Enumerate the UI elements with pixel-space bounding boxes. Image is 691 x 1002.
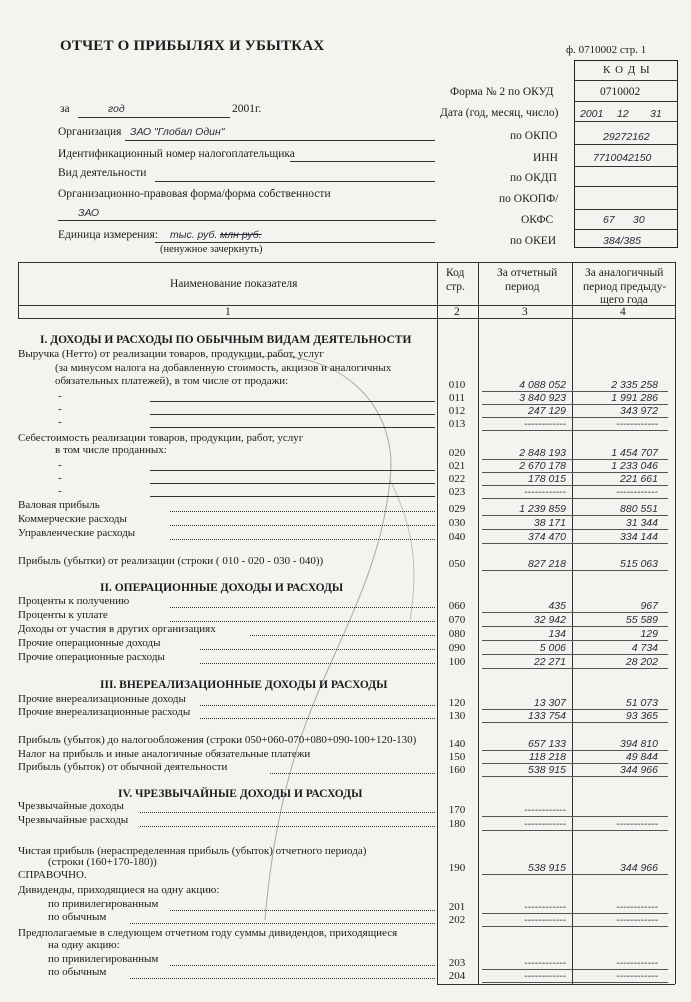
row-code-040: 040 — [448, 531, 466, 543]
row-code-120: 120 — [448, 697, 466, 709]
row-current-140: 657 133 — [528, 738, 566, 750]
row-underline — [482, 776, 668, 777]
row-code-090: 090 — [448, 642, 466, 654]
okdp-label: по ОКДП — [510, 172, 557, 184]
row-code-030: 030 — [448, 517, 466, 529]
pen-scribble — [180, 320, 440, 940]
row-previous-190: 344 966 — [620, 862, 658, 874]
row-code-160: 160 — [448, 764, 466, 776]
row-code-204: 204 — [448, 970, 466, 982]
dash: - — [58, 403, 62, 415]
row-previous-060: 967 — [640, 600, 658, 612]
leader-line — [170, 965, 435, 966]
col-header-current-b: период — [505, 281, 540, 293]
row-current-011: 3 840 923 — [519, 392, 566, 404]
underline — [125, 140, 435, 141]
date-year: 2001 — [580, 108, 604, 120]
row-code-029: 029 — [448, 503, 466, 515]
extraordinary-expenses-label: Чрезвычайные расходы — [18, 814, 129, 826]
row-previous-011: 1 991 286 — [611, 392, 658, 404]
row-underline — [482, 612, 668, 613]
ordinary-profit-label: Прибыль (убыток) от обычной деятельности — [18, 761, 228, 773]
row-current-023: ------------ — [524, 486, 566, 498]
row-current-020: 2 848 193 — [519, 447, 566, 459]
cost-label-2: в том числе проданных: — [55, 444, 167, 456]
underline — [78, 117, 230, 118]
unit-note: (ненужное зачеркнуть) — [160, 244, 263, 255]
row-code-180: 180 — [448, 818, 466, 830]
col-header-code-a: Код — [446, 267, 465, 279]
row-code-020: 020 — [448, 447, 466, 459]
dash: - — [58, 459, 62, 471]
table-top — [18, 262, 675, 263]
row-code-080: 080 — [448, 628, 466, 640]
dash: - — [58, 390, 62, 402]
cost-label-1: Себестоимость реализации товаров, продукции, работ, услуг — [18, 432, 304, 444]
row-current-190: 538 915 — [528, 862, 566, 874]
other-operating-expenses-label: Прочие операционные расходы — [18, 651, 165, 663]
row-code-150: 150 — [448, 751, 466, 763]
period-prefix: за — [60, 103, 70, 115]
interest-received-label: Проценты к получению — [18, 595, 130, 607]
table-header-divider — [18, 305, 675, 306]
row-current-013: ------------ — [524, 418, 566, 430]
gross-profit-label: Валовая прибыль — [18, 499, 100, 511]
row-current-150: 118 218 — [528, 751, 566, 763]
reference-label: СПРАВОЧНО. — [18, 869, 87, 881]
okopf-label: по ОКОПФ/ — [499, 193, 559, 205]
underline — [155, 181, 435, 182]
row-previous-023: ------------ — [616, 486, 658, 498]
period-year: 2001г. — [232, 103, 262, 115]
dash: - — [58, 416, 62, 428]
okei-label: по ОКЕИ — [510, 235, 557, 247]
row-current-022: 178 015 — [528, 473, 566, 485]
row-current-202: ------------ — [524, 914, 566, 926]
row-code-170: 170 — [448, 804, 466, 816]
row-code-021: 021 — [448, 460, 466, 472]
underline — [155, 242, 435, 243]
row-previous-203: ------------ — [616, 957, 658, 969]
table-right-edge — [675, 262, 676, 984]
codes-label: К О Д Ы — [603, 64, 651, 76]
okpo-value: 29272162 — [603, 131, 650, 143]
divider — [574, 80, 678, 81]
row-previous-160: 344 966 — [620, 764, 658, 776]
row-current-100: 22 271 — [533, 656, 566, 668]
date-month: 12 — [617, 108, 629, 120]
sales-profit-label: Прибыль (убытки) от реализации (строки ( 010 - 020 - 030 - 040)) — [18, 555, 324, 567]
divider — [574, 166, 678, 167]
row-underline — [482, 926, 668, 927]
leader-line — [130, 978, 435, 979]
row-underline — [482, 430, 668, 431]
section-3-heading: III. ВНЕРЕАЛИЗАЦИОННЫЕ ДОХОДЫ И РАСХОДЫ — [100, 679, 388, 691]
row-code-022: 022 — [448, 473, 466, 485]
income-tax-label: Налог на прибыль и иные аналогичные обязательные платежи — [18, 748, 311, 760]
row-current-050: 827 218 — [528, 558, 566, 570]
row-underline — [482, 982, 668, 983]
extraordinary-income-label: Чрезвычайные доходы — [18, 800, 124, 812]
form-okud-label: Форма № 2 по ОКУД — [450, 86, 554, 98]
row-underline — [482, 816, 668, 817]
col-number-2: 2 — [454, 306, 460, 318]
okei-value: 384/385 — [603, 235, 641, 247]
row-code-100: 100 — [448, 656, 466, 668]
planned-dividends-label-2: на одну акцию: — [48, 939, 120, 951]
section-2-heading: II. ОПЕРАЦИОННЫЕ ДОХОДЫ И РАСХОДЫ — [100, 582, 344, 594]
divider — [574, 101, 678, 102]
date-label: Дата (год, месяц, число) — [440, 107, 559, 119]
row-previous-022: 221 661 — [620, 473, 658, 485]
preferred-label-2: по привилегированным — [48, 953, 159, 965]
section-4-heading: IV. ЧРЕЗВЫЧАЙНЫЕ ДОХОДЫ И РАСХОДЫ — [118, 788, 363, 800]
row-underline — [482, 830, 668, 831]
row-underline — [482, 654, 668, 655]
row-current-160: 538 915 — [528, 764, 566, 776]
row-previous-012: 343 972 — [620, 405, 658, 417]
revenue-label-3: обязательных платежей), в том числе от продажи: — [55, 375, 289, 387]
row-code-011: 011 — [448, 392, 466, 404]
col-header-prev-c: щего года — [600, 294, 648, 306]
row-underline — [482, 543, 668, 544]
inn-full-label: Идентификационный номер налогоплательщика — [58, 148, 295, 160]
legal-form-value: ЗАО — [78, 207, 100, 219]
row-code-060: 060 — [448, 600, 466, 612]
row-previous-202: ------------ — [616, 914, 658, 926]
col-divider-current — [478, 262, 479, 984]
row-underline — [482, 529, 668, 530]
col-header-name: Наименование показателя — [170, 278, 298, 290]
divider — [574, 229, 678, 230]
row-current-201: ------------ — [524, 901, 566, 913]
row-current-029: 1 239 859 — [519, 503, 566, 515]
underline — [58, 220, 436, 221]
row-code-202: 202 — [448, 914, 466, 926]
row-code-201: 201 — [448, 901, 466, 913]
interest-paid-label: Проценты к уплате — [18, 609, 108, 621]
row-underline — [482, 498, 668, 499]
okfs-label: ОКФС — [521, 214, 554, 226]
col-number-1: 1 — [225, 306, 231, 318]
col-divider-previous — [572, 262, 573, 984]
period-value: год — [108, 103, 125, 115]
dividend-per-share-label: Дивиденды, приходящиеся на одну акцию: — [18, 884, 220, 896]
row-code-140: 140 — [448, 738, 466, 750]
row-previous-010: 2 335 258 — [611, 379, 658, 391]
row-underline — [482, 570, 668, 571]
net-profit-label-1: Чистая прибыль (нераспределенная прибыль (убыток) отчетного периода) — [18, 845, 367, 857]
row-underline — [482, 515, 668, 516]
row-previous-013: ------------ — [616, 418, 658, 430]
row-code-190: 190 — [448, 862, 466, 874]
row-previous-130: 93 365 — [625, 710, 658, 722]
row-previous-201: ------------ — [616, 901, 658, 913]
commercial-expenses-label: Коммерческие расходы — [18, 513, 127, 525]
col-header-prev-b: период предыду- — [583, 281, 667, 293]
nonoperating-income-label: Прочие внереализационные доходы — [18, 693, 186, 705]
pretax-profit-label: Прибыль (убыток) до налогообложения (строки 050+060-070+080+090-100+120-130) — [18, 734, 417, 746]
row-code-203: 203 — [448, 957, 466, 969]
divider — [574, 209, 678, 210]
page-title: ОТЧЕТ О ПРИБЫЛЯХ И УБЫТКАХ — [60, 38, 325, 54]
row-previous-029: 880 551 — [620, 503, 658, 515]
row-previous-040: 334 144 — [620, 531, 658, 543]
table-bottom — [437, 984, 675, 985]
row-code-023: 023 — [448, 486, 466, 498]
net-profit-label-2: (строки (160+170-180)) — [48, 856, 157, 868]
row-current-070: 32 942 — [533, 614, 566, 626]
dash: - — [58, 472, 62, 484]
row-current-080: 134 — [548, 628, 566, 640]
row-previous-021: 1 233 046 — [611, 460, 658, 472]
bleed-through-text — [340, 98, 343, 114]
table-left-edge — [18, 262, 19, 318]
row-code-070: 070 — [448, 614, 466, 626]
row-underline — [482, 668, 668, 669]
row-underline — [482, 640, 668, 641]
other-operating-income-label: Прочие операционные доходы — [18, 637, 161, 649]
planned-dividends-label-1: Предполагаемые в следующем отчетном году суммы дивидендов, приходящиеся — [18, 927, 398, 939]
org-label: Организация — [58, 126, 122, 138]
unit-struck: млн руб. — [220, 229, 262, 241]
okpo-label: по ОКПО — [510, 130, 558, 142]
row-current-204: ------------ — [524, 970, 566, 982]
row-current-021: 2 670 178 — [519, 460, 566, 472]
okfs-value-2: 30 — [633, 214, 645, 226]
row-underline — [482, 626, 668, 627]
row-previous-100: 28 202 — [625, 656, 658, 668]
row-current-090: 5 006 — [539, 642, 566, 654]
form-reference: ф. 0710002 стр. 1 — [566, 44, 647, 56]
row-current-060: 435 — [548, 600, 566, 612]
row-previous-070: 55 589 — [625, 614, 658, 626]
row-underline — [482, 874, 668, 875]
legal-form-label: Организационно-правовая форма/форма собственности — [58, 188, 331, 200]
revenue-label-1: Выручка (Нетто) от реализации товаров, продукции, работ, услуг — [18, 348, 324, 360]
row-current-012: 247 129 — [528, 405, 566, 417]
row-previous-020: 1 454 707 — [611, 447, 658, 459]
col-number-4: 4 — [620, 306, 626, 318]
section-1-heading: I. ДОХОДЫ И РАСХОДЫ ПО ОБЫЧНЫМ ВИДАМ ДЕЯТЕЛЬНОСТИ — [40, 334, 412, 346]
row-current-130: 133 754 — [528, 710, 566, 722]
form-okud-value: 0710002 — [600, 86, 641, 98]
row-underline — [482, 722, 668, 723]
row-current-170: ------------ — [524, 804, 566, 816]
divider — [574, 121, 678, 122]
preferred-label: по привилегированным — [48, 898, 159, 910]
row-previous-120: 51 073 — [625, 697, 658, 709]
divider — [574, 186, 678, 187]
table-number-divider — [18, 318, 675, 319]
col-header-current-a: За отчетный — [497, 267, 558, 279]
col-header-prev-a: За аналогичный — [585, 267, 664, 279]
nonoperating-expenses-label: Прочие внереализационные расходы — [18, 706, 191, 718]
row-code-010: 010 — [448, 379, 466, 391]
org-value: ЗАО "Глобал Один" — [130, 126, 225, 138]
row-previous-140: 394 810 — [620, 738, 658, 750]
row-code-130: 130 — [448, 710, 466, 722]
revenue-label-2: (за минусом налога на добавленную стоимость, акцизов и аналогичных — [55, 362, 392, 374]
row-previous-050: 515 063 — [620, 558, 658, 570]
participation-income-label: Доходы от участия в других организациях — [18, 623, 216, 635]
activity-label: Вид деятельности — [58, 167, 147, 179]
row-current-030: 38 171 — [533, 517, 566, 529]
divider — [574, 144, 678, 145]
row-current-040: 374 470 — [528, 531, 566, 543]
row-code-012: 012 — [448, 405, 466, 417]
admin-expenses-label: Управленческие расходы — [18, 527, 136, 539]
row-previous-090: 4 734 — [631, 642, 658, 654]
okfs-value-1: 67 — [603, 214, 615, 226]
row-previous-150: 49 844 — [625, 751, 658, 763]
col-header-code-b: стр. — [446, 281, 465, 293]
row-current-010: 4 088 052 — [519, 379, 566, 391]
inn-label: ИНН — [533, 152, 558, 164]
row-current-203: ------------ — [524, 957, 566, 969]
unit-label: Единица измерения: — [58, 229, 159, 241]
row-previous-080: 129 — [640, 628, 658, 640]
unit-value: тыс. руб. — [170, 229, 218, 241]
date-day: 31 — [650, 108, 662, 120]
row-code-050: 050 — [448, 558, 466, 570]
row-previous-030: 31 344 — [625, 517, 658, 529]
underline — [290, 161, 435, 162]
row-current-120: 13 307 — [533, 697, 566, 709]
row-previous-180: ------------ — [616, 818, 658, 830]
common-label: по обычным — [48, 911, 107, 923]
row-code-013: 013 — [448, 418, 466, 430]
dash: - — [58, 485, 62, 497]
row-current-180: ------------ — [524, 818, 566, 830]
inn-value: 7710042150 — [593, 152, 652, 164]
common-label-2: по обычным — [48, 966, 107, 978]
col-number-3: 3 — [522, 306, 528, 318]
row-previous-204: ------------ — [616, 970, 658, 982]
